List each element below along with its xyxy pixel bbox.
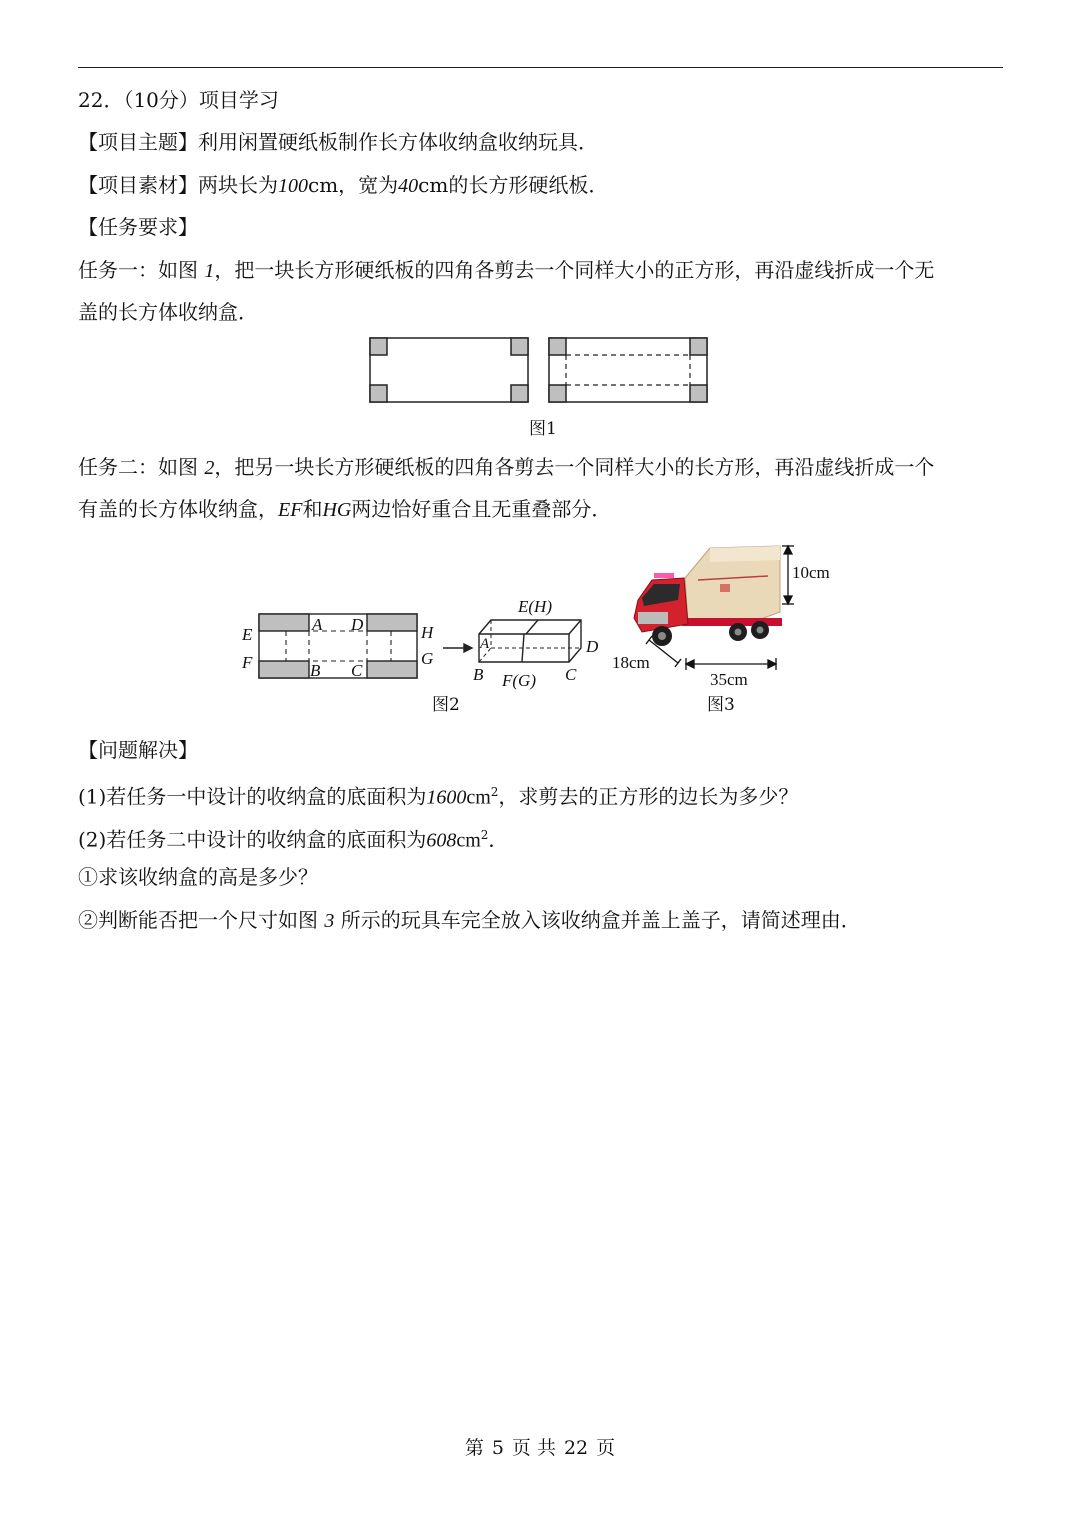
figure-3-toy-truck bbox=[612, 540, 858, 690]
task1-line1: 任务一：如图 1，把一块长方形硬纸板的四角各剪去一个同样大小的正方形，再沿虚线折成一个无 bbox=[78, 258, 935, 282]
task1-line2: 盖的长方体收纳盒． bbox=[78, 300, 258, 324]
label-box-A: A bbox=[480, 636, 490, 652]
label-G: G bbox=[421, 649, 434, 668]
width-label: 18cm bbox=[612, 653, 650, 672]
solve-title: 【问题解决】 bbox=[78, 738, 198, 762]
top-rule bbox=[78, 67, 1003, 68]
question-2a: ①求该收纳盒的高是多少？ bbox=[78, 865, 318, 889]
problem-header: 22．（10分）项目学习 bbox=[78, 88, 279, 112]
label-box-C: C bbox=[565, 665, 577, 684]
figure-1-caption: 图1 bbox=[529, 419, 557, 439]
label-B: B bbox=[310, 661, 321, 680]
task2-line2: 有盖的长方体收纳盒，EF和HG两边恰好重合且无重叠部分． bbox=[78, 497, 612, 521]
figure-3-caption: 图3 bbox=[707, 695, 735, 715]
project-material: 【项目素材】两块长为100cm，宽为40cm的长方形硬纸板． bbox=[78, 173, 609, 197]
label-D: D bbox=[351, 615, 364, 634]
label-C: C bbox=[351, 661, 363, 680]
question-1: (1)若任务一中设计的收纳盒的底面积为$1600cm^2$，求剪去的正方形的边长为多少？ bbox=[78, 784, 799, 809]
figure-1 bbox=[360, 332, 720, 410]
label-EH: E(H) bbox=[518, 597, 552, 616]
figure-2 bbox=[236, 590, 616, 690]
page-footer: 第 5 页 共 22 页 bbox=[464, 1437, 616, 1459]
label-box-D: D bbox=[586, 637, 599, 656]
label-E: E bbox=[242, 625, 253, 644]
length-label: 35cm bbox=[710, 670, 748, 689]
task-requirements: 【任务要求】 bbox=[78, 215, 198, 239]
label-box-B: B bbox=[473, 665, 484, 684]
task2-line1: 任务二：如图 2，把另一块长方形硬纸板的四角各剪去一个同样大小的长方形，再沿虚线折成一个 bbox=[78, 455, 935, 479]
question-2: (2)若任务二中设计的收纳盒的底面积为$608cm^2$． bbox=[78, 827, 509, 852]
question-2b: ②判断能否把一个尺寸如图 3 所示的玩具车完全放入该收纳盒并盖上盖子，请简述理由． bbox=[78, 908, 861, 932]
label-H: H bbox=[421, 623, 434, 642]
label-F: F bbox=[242, 653, 253, 672]
figure-2-caption: 图2 bbox=[432, 695, 460, 715]
label-A: A bbox=[312, 615, 323, 634]
project-theme: 【项目主题】利用闲置硬纸板制作长方体收纳盒收纳玩具． bbox=[78, 130, 598, 154]
label-FG: F(G) bbox=[502, 671, 536, 690]
height-label: 10cm bbox=[792, 563, 830, 582]
